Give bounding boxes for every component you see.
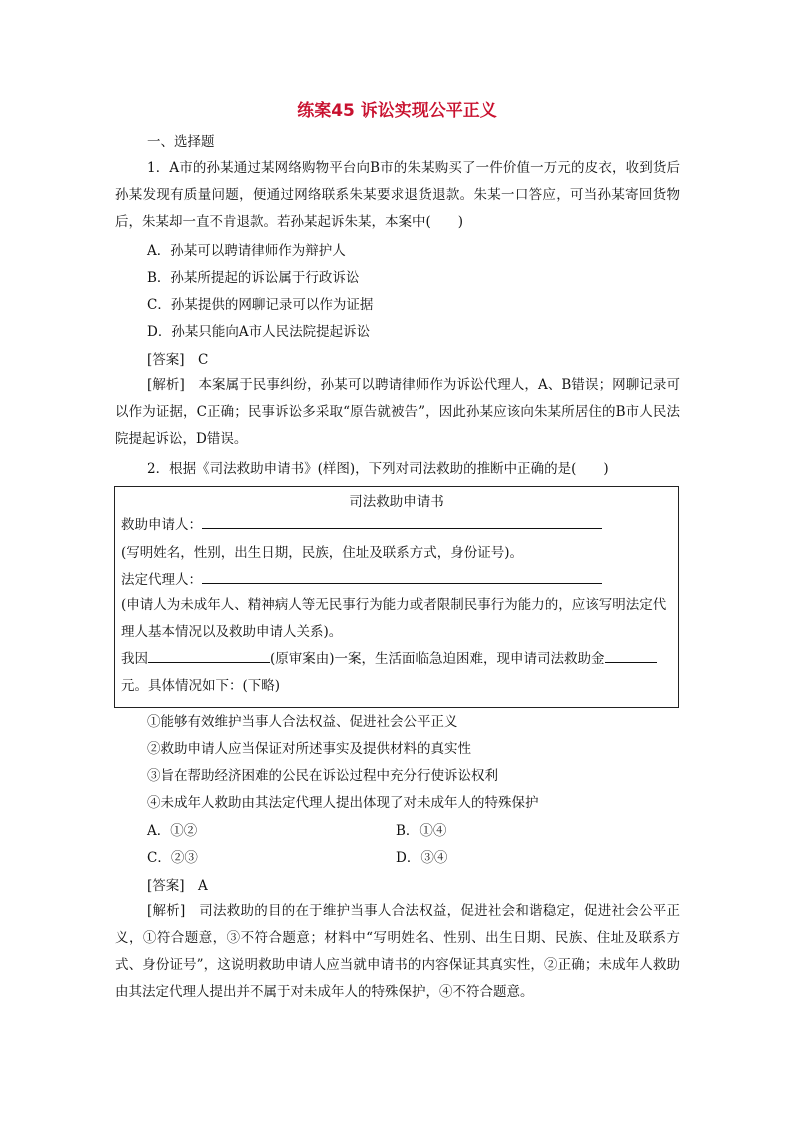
question-1-option-c: C．孙某提供的网聊记录可以作为证据 — [147, 297, 374, 313]
section-heading: 一、选择题 — [147, 134, 215, 150]
question-2-statement-4: ④未成年人救助由其法定代理人提出体现了对未成年人的特殊保护 — [147, 795, 539, 811]
question-1-analysis: [解析] 本案属于民事纠纷，孙某可以聘请律师作为诉讼代理人，A、B错误；网聊记录可以作为证据，C正确；民事诉讼多采取“原告就被告”，因此孙某应该向朱某所居住的B市人民法院提起诉讼，D错误。 — [115, 377, 680, 447]
question-1-stem: 1．A市的孙某通过某网络购物平台向B市的朱某购买了一件价值一万元的皮衣，收到货后孙某发现有质量问题，便通过网络联系朱某要求退货退款。朱某一口答应，可当孙某寄回货物后，朱某却一直不肯退款。若孙某起诉朱某，本案中( ) — [115, 160, 680, 230]
form-title: 司法救助申请书 — [349, 494, 444, 510]
question-1-option-a: A．孙某可以聘请律师作为辩护人 — [147, 243, 346, 259]
question-2-statement-1: ①能够有效维护当事人合法权益、促进社会公平正义 — [147, 714, 458, 730]
form-reason-paragraph — [121, 646, 673, 700]
question-2-stem: 2．根据《司法救助申请书》(样图)，下列对司法救助的推断中正确的是( ) — [147, 461, 609, 477]
form-reason-prefix: 我因 — [121, 651, 148, 667]
page-title: 练案45 诉讼实现公平正义 — [297, 101, 497, 121]
form-applicant-label: 救助申请人： — [121, 517, 202, 533]
form-applicant-note: (写明姓名，性别，出生日期，民族，住址及联系方式，身份证号)。 — [121, 545, 524, 561]
question-2-statement-3: ③旨在帮助经济困难的公民在诉讼过程中充分行使诉讼权利 — [147, 768, 498, 784]
question-1-answer: [答案] C — [147, 352, 209, 368]
question-2-answer: [答案] A — [147, 878, 208, 894]
question-2-option-a: A．①② — [147, 823, 198, 839]
form-reason-mid: (原审案由)一案，生活面临急迫困难，现申请司法救助金 — [270, 651, 605, 667]
question-1-option-b: B．孙某所提起的诉讼属于行政诉讼 — [147, 270, 360, 286]
form-amount-blank — [605, 650, 657, 663]
form-case-blank — [148, 650, 270, 663]
form-reason-suffix: 元。具体情况如下：(下略) — [121, 678, 281, 694]
form-guardian-note: (申请人为未成年人、精神病人等无民事行为能力或者限制民事行为能力的，应该写明法定代理人基本情况以及救助申请人关系)。 — [121, 597, 667, 640]
question-1-option-d: D．孙某只能向A市人民法院提起诉讼 — [147, 324, 371, 340]
form-guardian-blank — [202, 571, 602, 584]
form-applicant-blank — [202, 516, 602, 529]
form-applicant-row — [121, 516, 602, 534]
question-2-option-c: C．②③ — [147, 850, 198, 866]
form-guardian-row — [121, 571, 602, 589]
application-form — [114, 486, 679, 708]
question-2-analysis: [解析] 司法救助的目的在于维护当事人合法权益，促进社会和谐稳定，促进社会公平正义，①符合题意，③不符合题意；材料中“写明姓名、性别、出生日期、民族、住址及联系方式、身份证号”，这说明救助申请人应当就申请书的内容保证其真实性，②正确；未成年人救助由其法定代理人提出并不属于对未成年人的特殊保护，④不符合题意。 — [115, 903, 680, 1000]
form-guardian-label: 法定代理人： — [121, 572, 202, 588]
question-2-option-b: B．①④ — [396, 823, 447, 839]
question-2-option-d: D．③④ — [396, 850, 448, 866]
question-2-statement-2: ②救助申请人应当保证对所述事实及提供材料的真实性 — [147, 741, 471, 757]
